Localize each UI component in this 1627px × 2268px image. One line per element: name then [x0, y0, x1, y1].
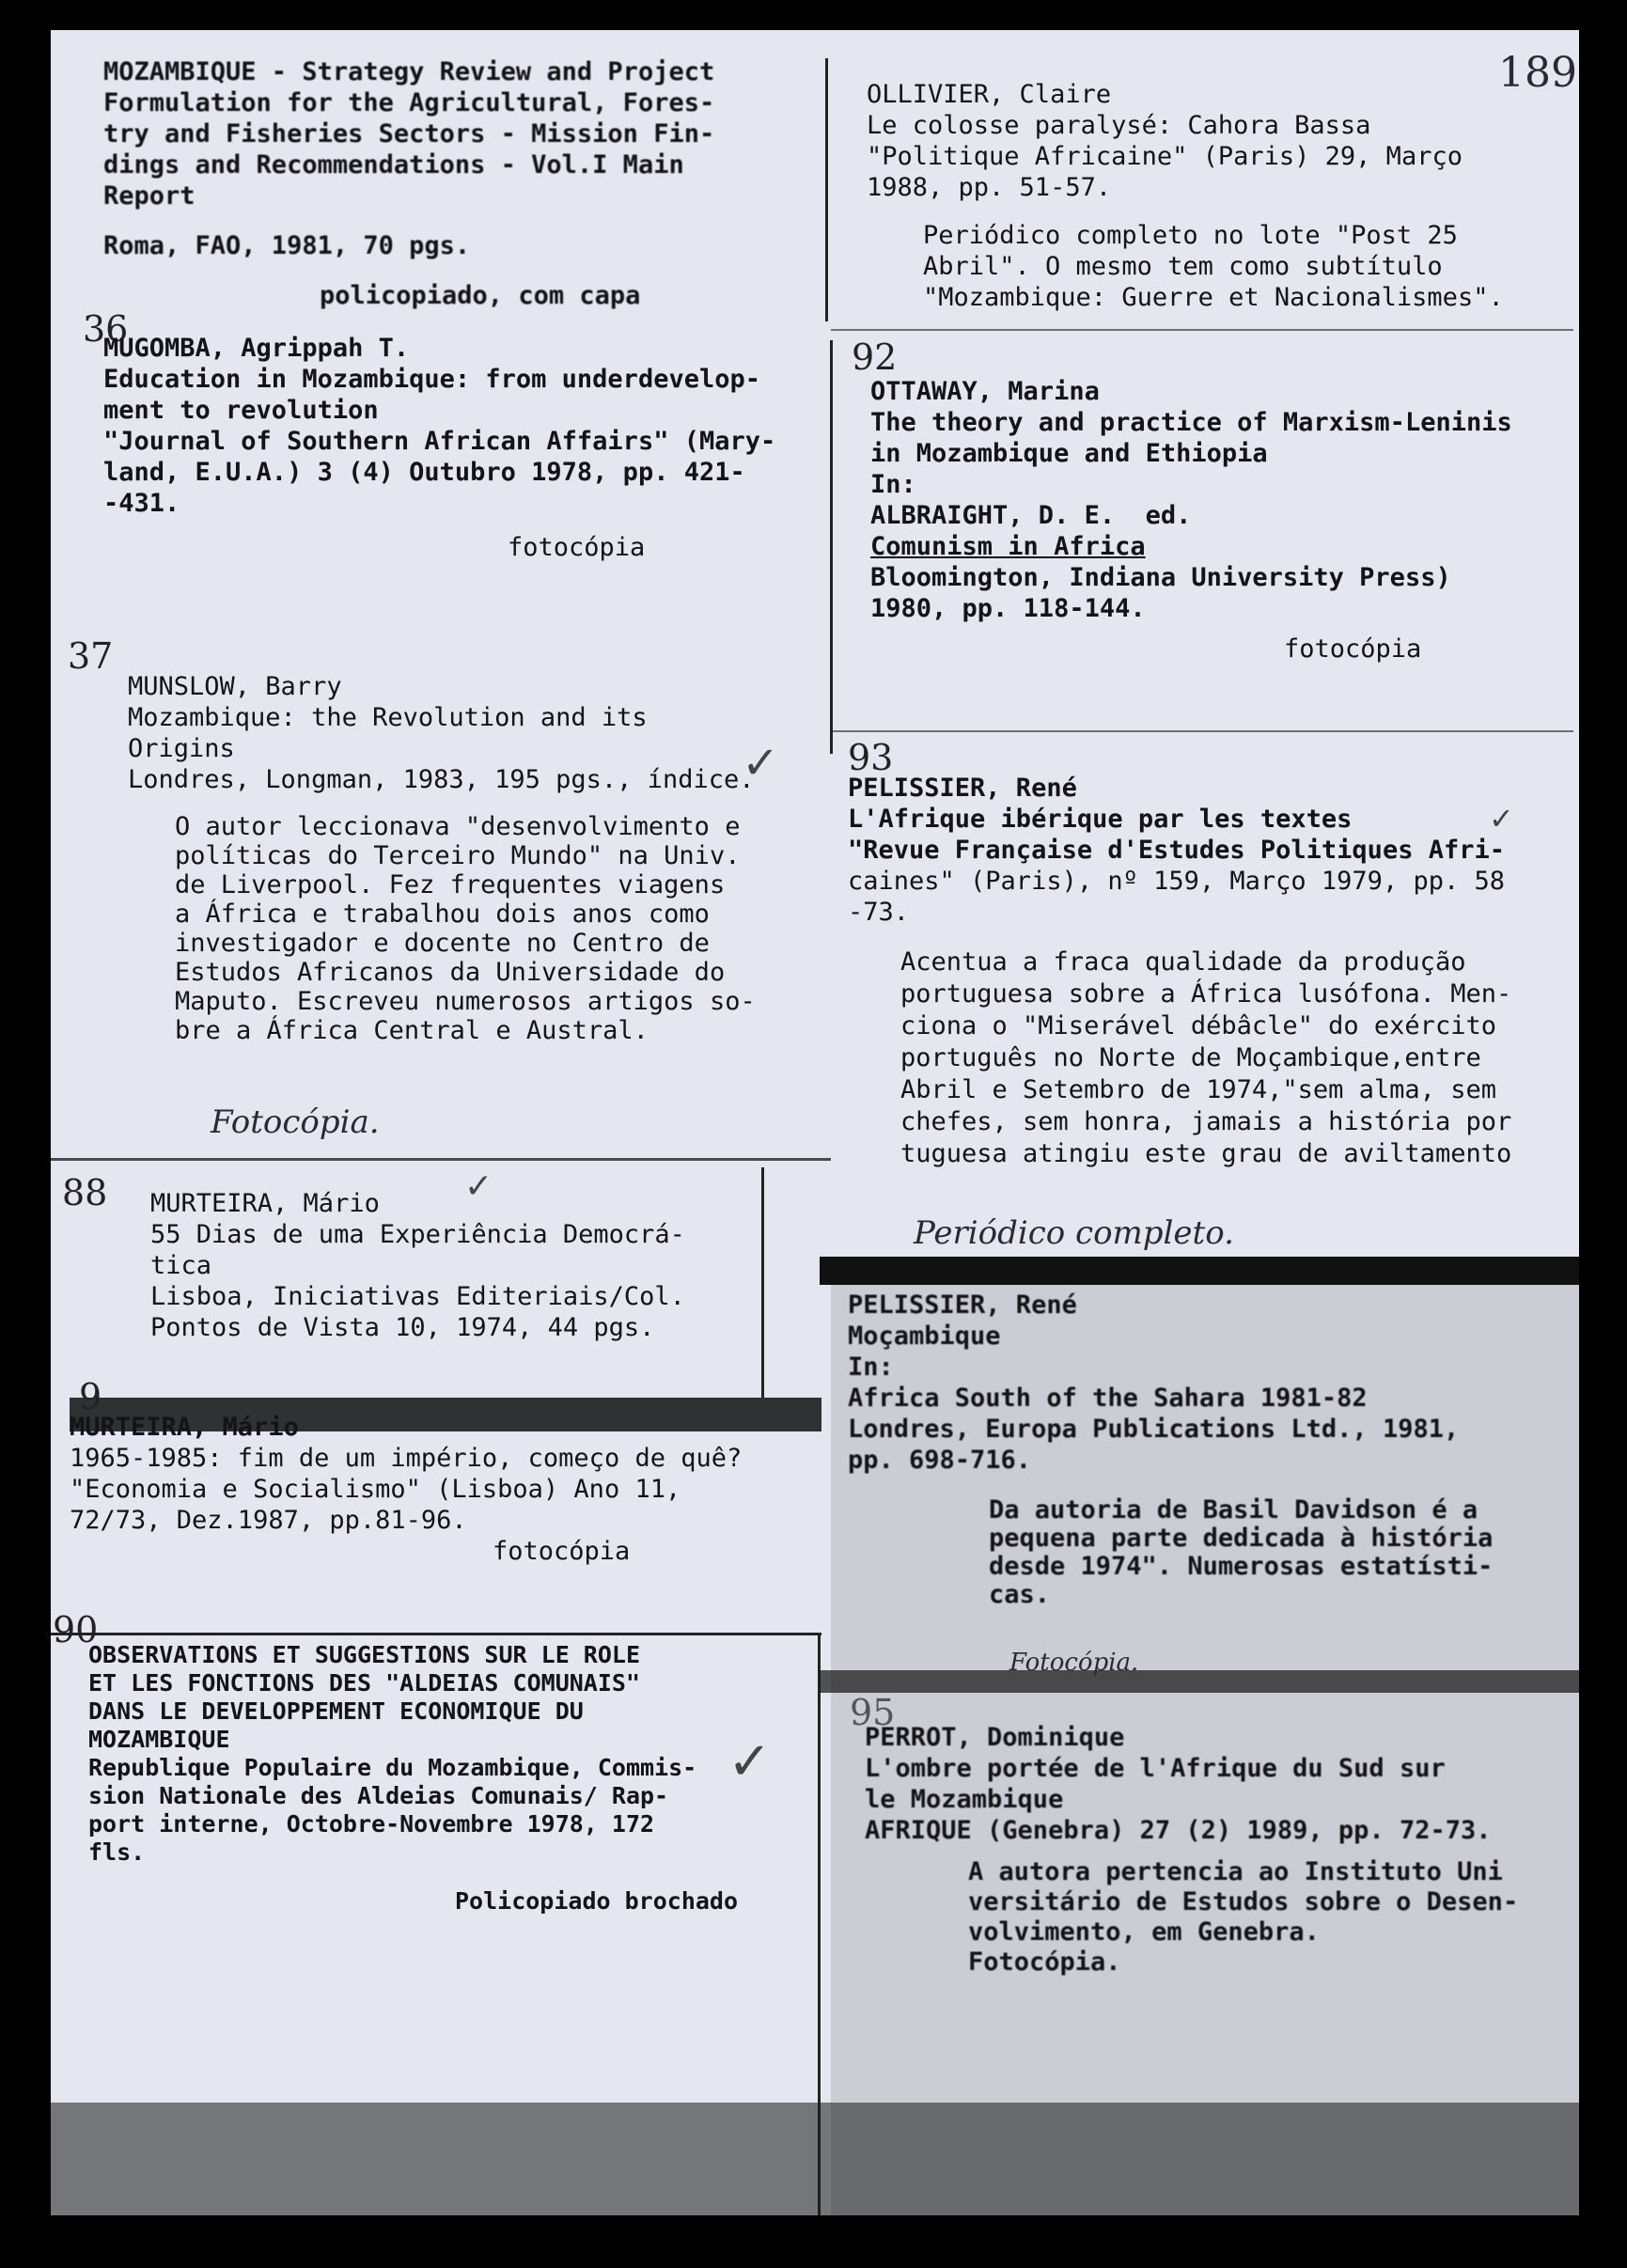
entry-imprint: Londres, Longman, 1983, 195 pgs., índice.: [128, 765, 755, 794]
entry-note-line: "Mozambique: Guerre et Nacionalismes".: [923, 283, 1504, 312]
entry-number: 36: [83, 308, 129, 350]
entry-note-line: políticas do Terceiro Mundo" na Univ.: [175, 841, 741, 870]
entry-imprint: fls.: [88, 1838, 146, 1866]
entry-imprint: AFRIQUE (Genebra) 27 (2) 1989, pp. 72-73.: [865, 1816, 1492, 1845]
entry-note-line: Acentua a fraca qualidade da produção: [900, 947, 1466, 977]
entry-note: fotocópia: [508, 533, 646, 562]
entry-note-line: versitário de Estudos sobre o Desen-: [968, 1887, 1519, 1916]
entry-line: try and Fisheries Sectors - Mission Fin-: [103, 119, 715, 149]
entry-title: Education in Mozambique: from underdevelop-: [103, 365, 760, 394]
entry-line: -431.: [103, 489, 180, 518]
catalog-sheet: [51, 30, 1579, 2215]
entry-line: In:: [848, 1353, 894, 1382]
entry-title: Origins: [128, 734, 235, 763]
entry-note-line: tuguesa atingiu este grau de aviltamento: [900, 1139, 1512, 1168]
entry-number: 88: [62, 1172, 108, 1213]
entry-title: in Mozambique and Ethiopia: [870, 439, 1268, 468]
entry-note-line: A autora pertencia ao Instituto Uni: [968, 1857, 1503, 1886]
entry-note-line: investigador e docente no Centro de: [175, 929, 710, 958]
entry-note-line: chefes, sem honra, jamais a história por: [900, 1107, 1512, 1136]
entry-ollivier: [867, 79, 1504, 313]
entry-number: 90: [53, 1609, 99, 1650]
entry-imprint: -73.: [848, 898, 910, 927]
entry-line: MOZAMBIQUE - Strategy Review and Project: [103, 57, 715, 86]
card-edge-ollivier: [831, 329, 1573, 331]
entry-title: tica: [150, 1251, 212, 1280]
entry-imprint: 1988, pp. 51-57.: [867, 173, 1112, 202]
entry-imprint: sion Nationale des Aldeias Comunais/ Rap-: [88, 1782, 669, 1809]
entry-note-line: português no Norte de Moçambique,entre: [900, 1043, 1481, 1072]
entry-number: 37: [68, 635, 114, 677]
entry-line: Africa South of the Sahara 1981-82: [848, 1384, 1368, 1413]
entry-line: dings and Recommendations - Vol.I Main: [103, 150, 684, 180]
entry-author: MURTEIRA, Mário: [70, 1413, 299, 1442]
entry-title: ment to revolution: [103, 396, 379, 425]
entry-imprint: Republique Populaire du Mozambique, Commis-: [88, 1754, 697, 1781]
entry-title: 55 Dias de uma Experiência Democrá-: [150, 1220, 685, 1249]
entry-observations: [88, 1641, 738, 1916]
entry-title: Le colosse paralysé: Cahora Bassa: [867, 111, 1371, 140]
entry-note-line: Da autoria de Basil Davidson é a: [989, 1495, 1478, 1525]
entry-imprint: Londres, Europa Publications Ltd., 1981,: [848, 1415, 1460, 1444]
entry-note-line: ciona o "Miserável débâcle" do exército: [900, 1011, 1496, 1040]
checkmark-icon: ✓: [1489, 801, 1514, 837]
entry-line: In:: [870, 470, 916, 499]
entry-author: MURTEIRA, Mário: [150, 1189, 380, 1218]
entry-imprint: "Revue Française d'Estudes Politiques Afri-: [848, 836, 1505, 865]
entry-number: 9: [79, 1376, 102, 1417]
handwritten-note: Periódico completo.: [914, 1214, 1234, 1252]
entry-ottaway: [870, 376, 1512, 665]
entry-note-line: pequena parte dedicada à história: [989, 1524, 1494, 1553]
entry-imprint: 1980, pp. 118-144.: [870, 594, 1146, 623]
entry-line: Formulation for the Agricultural, Fores-: [103, 88, 715, 117]
entry-line: land, E.U.A.) 3 (4) Outubro 1978, pp. 421-: [103, 458, 745, 487]
entry-imprint: "Politique Africaine" (Paris) 29, Março: [867, 142, 1463, 171]
entry-title: Mozambique: the Revolution and its: [128, 703, 648, 732]
entry-imprint: Roma, FAO, 1981, 70 pgs.: [103, 231, 471, 260]
page-number: 189: [1498, 49, 1577, 97]
photocopy-smear-bottom: [51, 2103, 1579, 2215]
entry-line: "Journal of Southern African Affairs" (Mary-: [103, 427, 776, 456]
checkmark-icon: ✓: [727, 1731, 772, 1792]
entry-afrique: [865, 1722, 1518, 1978]
entry-note: Policopiado brochado: [455, 1887, 739, 1915]
entry-note-line: volvimento, em Genebra.: [968, 1917, 1320, 1947]
entry-title: OBSERVATIONS ET SUGGESTIONS SUR LE ROLE: [88, 1641, 640, 1668]
entry-pelissier-1: [848, 773, 1511, 1170]
entry-line: ALBRAIGHT, D. E. ed.: [870, 501, 1192, 530]
column-divider-mid: [830, 340, 833, 754]
entry-note-line: portuguesa sobre a África lusófona. Men-: [900, 979, 1512, 1009]
entry-note-line: Estudos Africanos da Universidade do: [175, 958, 726, 987]
entry-title: L'ombre portée de l'Afrique du Sud sur: [865, 1754, 1446, 1783]
entry-author: PELISSIER, René: [848, 1290, 1077, 1320]
card-edge-observations-top: [51, 1633, 821, 1635]
entry-note-line: Abril". O mesmo tem como subtítulo: [923, 252, 1443, 281]
photocopy-band-right: [820, 1257, 1579, 1285]
handwritten-note: Fotocópia.: [211, 1103, 380, 1141]
entry-note-line: bre a África Central e Austral.: [175, 1016, 649, 1045]
column-divider-top: [825, 58, 828, 321]
entry-note-line: a África e trabalhou dois anos como: [175, 899, 710, 929]
entry-number: 95: [850, 1692, 896, 1733]
photocopy-band-mid-right: [820, 1670, 1579, 1693]
entry-title: L'Afrique ibérique par les textes: [848, 805, 1353, 834]
checkmark-icon: ✓: [464, 1167, 493, 1206]
entry-imprint: caines" (Paris), nº 159, Março 1979, pp. 58: [848, 867, 1505, 896]
entry-note-line: cas.: [989, 1580, 1051, 1609]
entry-note-line: Maputo. Escreveu numerosos artigos so-: [175, 987, 756, 1016]
entry-murteira-2: [70, 1412, 742, 1567]
entry-imprint: Pontos de Vista 10, 1974, 44 pgs.: [150, 1313, 655, 1342]
entry-note-line: Periódico completo no lote "Post 25: [923, 221, 1458, 250]
entry-note: fotocópia: [1284, 634, 1422, 664]
checkmark-icon: ✓: [742, 737, 780, 790]
entry-note-line: O autor leccionava "desenvolvimento e: [175, 812, 741, 841]
entry-pelissier-2: [848, 1290, 1493, 1609]
entry-note: policopiado, com capa: [320, 281, 641, 310]
card-edge-ottaway: [831, 730, 1573, 732]
entry-note-line: desde 1974". Numerosas estatísti-: [989, 1552, 1494, 1581]
handwritten-note: Fotocópia.: [1009, 1649, 1139, 1677]
entry-author: OTTAWAY, Marina: [870, 377, 1100, 406]
entry-author: OLLIVIER, Claire: [867, 80, 1112, 109]
entry-note-line: de Liverpool. Fez frequentes viagens: [175, 870, 726, 899]
entry-title: The theory and practice of Marxism-Leninis: [870, 408, 1512, 437]
entry-imprint: Bloomington, Indiana University Press): [870, 563, 1451, 592]
entry-author: PELISSIER, René: [848, 774, 1077, 803]
entry-murteira-1: [150, 1188, 685, 1343]
entry-imprint: Lisboa, Iniciativas Editeriais/Col.: [150, 1282, 685, 1311]
entry-note-line: Fotocópia.: [968, 1947, 1121, 1977]
entry-title: MOZAMBIQUE: [88, 1726, 230, 1753]
entry-line: Report: [103, 181, 196, 211]
entry-line: "Economia e Socialismo" (Lisboa) Ano 11,: [70, 1475, 681, 1504]
entry-title: DANS LE DEVELOPPEMENT ECONOMIQUE DU: [88, 1697, 584, 1725]
entry-note-line: Abril e Setembro de 1974,"sem alma, sem: [900, 1075, 1496, 1104]
card-edge-munslow-left: [51, 1158, 831, 1161]
entry-author: MUNSLOW, Barry: [128, 672, 342, 701]
entry-title: 1965-1985: fim de um império, começo de quê?: [70, 1444, 743, 1473]
entry-mozambique: [103, 56, 714, 311]
entry-title: Moçambique: [848, 1322, 1001, 1351]
entry-title: le Mozambique: [865, 1785, 1064, 1814]
entry-note: fotocópia: [493, 1537, 631, 1566]
entry-line: Comunism in Africa: [870, 532, 1146, 561]
entry-number: 93: [848, 737, 894, 778]
entry-imprint: pp. 698-716.: [848, 1446, 1032, 1475]
entry-munslow: [128, 671, 756, 1045]
entry-title: ET LES FONCTIONS DES "ALDEIAS COMUNAIS": [88, 1669, 640, 1697]
card-edge-murteira: [761, 1167, 764, 1398]
entry-author: MUGOMBA, Agrippah T.: [103, 334, 410, 363]
entry-number: 92: [852, 336, 898, 378]
entry-author: PERROT, Dominique: [865, 1723, 1125, 1752]
entry-mugomba: [103, 333, 775, 563]
entry-line: 72/73, Dez.1987, pp.81-96.: [70, 1506, 467, 1535]
entry-imprint: port interne, Octobre-Novembre 1978, 172: [88, 1810, 655, 1838]
